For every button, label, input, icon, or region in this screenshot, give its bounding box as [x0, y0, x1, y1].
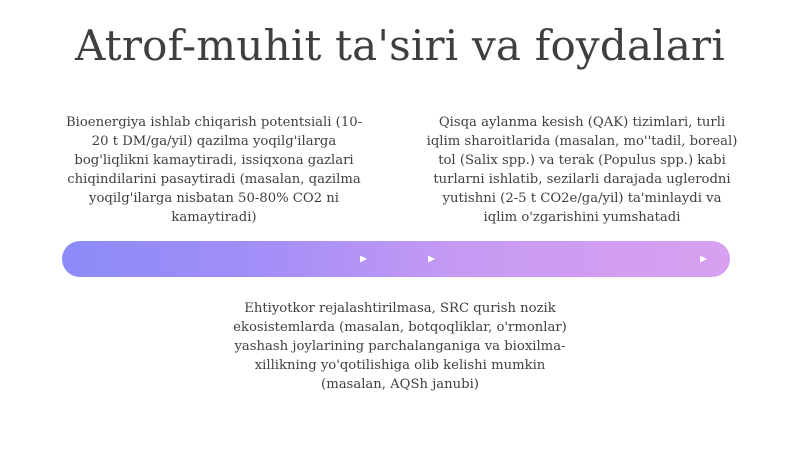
arrow-head-1 — [360, 256, 367, 263]
timeline-arrows — [62, 241, 730, 277]
point-text-bioenergy: Bioenergiya ishlab chiqarish potentsiali (10-20 t DM/ga/yil) qazilma yoqilg'ilarga bog'liqlikni kamaytiradi, issiqxona gazlari chiqindilarini pasaytiradi (masalan, qazilma yoqilg'ilarga nisbatan 50-80% CO2 ni kamaytiradi) — [65, 115, 363, 225]
point-text-carbon-sequestration: Qisqa aylanma kesish (QAK) tizimlari, turli iqlim sharoitlarida (masalan, mo''tadil, boreal) tol (Salix spp.) va terak (Populus spp.) kabi turlarni ishlatib, sezilarli darajada uglerodni yutishni (2-5 t CO2e/ga/yil) ta'minlaydi va iqlim o'zgarishini yumshatadi — [426, 115, 738, 225]
page-title: Atrof-muhit ta'siri va foydalari — [75, 21, 725, 70]
arrow-head-3 — [700, 256, 707, 263]
arrow-head-2 — [428, 256, 435, 263]
point-text-biodiversity-risk: Ehtiyotkor rejalashtirilmasa, SRC qurish nozik ekosistemlarda (masalan, botqoqliklar, o'rmonlar) yashash joylarining parchalanganiga va bioxilma-xillikning yo'qotilishiga olib kelishi mumkin (masalan, AQSh janubi) — [233, 301, 567, 392]
timeline-bar — [62, 241, 730, 277]
